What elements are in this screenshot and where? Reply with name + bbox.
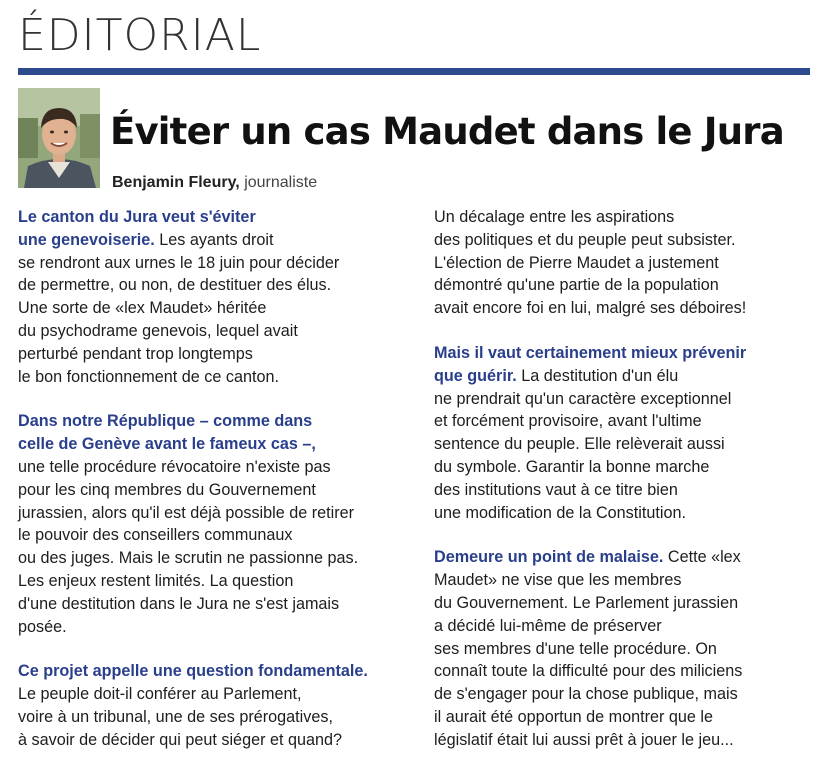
author-role: journaliste xyxy=(244,174,318,191)
text-line xyxy=(18,524,418,547)
text-line xyxy=(18,206,418,229)
text-line xyxy=(18,683,418,706)
text-line xyxy=(434,569,814,592)
text-line xyxy=(18,593,418,616)
text-line xyxy=(434,229,814,252)
author-photo xyxy=(18,88,100,188)
text-line xyxy=(434,479,814,502)
text-line xyxy=(434,683,814,706)
paragraph-text: et forcément provisoire, avant l'ultime xyxy=(434,412,702,431)
paragraph-text: connaît toute la difficulté pour des miliciens xyxy=(434,662,743,681)
text-line xyxy=(18,343,418,366)
paragraph xyxy=(434,546,814,751)
paragraph-text: d'une destitution dans le Jura ne s'est jamais xyxy=(18,594,340,613)
paragraph-text: à savoir de décider qui peut siéger et quand? xyxy=(18,730,342,749)
paragraph-lead: Ce projet appelle une question fondamentale. xyxy=(18,662,368,681)
paragraph-text: il aurait été opportun de montrer que le xyxy=(434,707,713,726)
text-line xyxy=(434,592,814,615)
text-line xyxy=(434,502,814,525)
paragraph-text: Une sorte de «lex Maudet» héritée xyxy=(18,299,267,318)
paragraph-text: jurassien, alors qu'il est déjà possible de retirer xyxy=(18,503,355,522)
text-line xyxy=(434,433,814,456)
paragraph-lead: une genevoiserie. xyxy=(18,230,155,249)
paragraph-text: voire à un tribunal, une de ses prérogatives, xyxy=(18,707,333,726)
paragraph-text: de permettre, ou non, de destituer des élus. xyxy=(18,276,332,295)
paragraph-lead: que guérir. xyxy=(434,366,517,385)
paragraph-text: ses membres d'une telle procédure. On xyxy=(434,639,717,658)
paragraph-text: des institutions vaut à ce titre bien xyxy=(434,480,678,499)
paragraph-text: ou des juges. Mais le scrutin ne passionne pas. xyxy=(18,549,359,568)
text-line xyxy=(18,502,418,525)
text-line xyxy=(434,706,814,729)
paragraph-text: législatif était lui aussi prêt à jouer le jeu... xyxy=(434,730,734,749)
text-line xyxy=(18,297,418,320)
paragraph-text: posée. xyxy=(18,617,67,636)
text-line xyxy=(18,570,418,593)
text-line xyxy=(18,456,418,479)
text-line xyxy=(18,479,418,502)
paragraph-text: sentence du peuple. Elle relèverait aussi xyxy=(434,435,725,454)
text-line xyxy=(18,366,418,389)
paragraph-text: du Gouvernement. Le Parlement jurassien xyxy=(434,593,739,612)
paragraph-text: Les ayants droit xyxy=(154,230,274,249)
paragraph-lead: celle de Genève avant le fameux cas –, xyxy=(18,435,316,454)
paragraph-text: Cette «lex xyxy=(663,548,741,567)
text-line xyxy=(434,274,814,297)
paragraph-text: du symbole. Garantir la bonne marche xyxy=(434,457,710,476)
paragraph-text: démontré qu'une partie de la population xyxy=(434,276,719,295)
text-line xyxy=(434,660,814,683)
paragraph-lead: Dans notre République – comme dans xyxy=(18,412,313,431)
left-column xyxy=(18,206,418,774)
text-line xyxy=(434,342,814,365)
paragraph-text: une telle procédure révocatoire n'existe pas xyxy=(18,457,331,476)
paragraph-text: du psychodrame genevois, lequel avait xyxy=(18,321,298,340)
text-line xyxy=(434,388,814,411)
paragraph-text: se rendront aux urnes le 18 juin pour décider xyxy=(18,253,340,272)
paragraph-text: a décidé lui-même de préserver xyxy=(434,616,662,635)
paragraph xyxy=(434,342,814,524)
text-line xyxy=(434,206,814,229)
paragraph-lead: Le canton du Jura veut s'éviter xyxy=(18,208,256,226)
paragraph-text: ne prendrait qu'un caractère exceptionnel xyxy=(434,389,732,408)
text-line xyxy=(18,660,418,683)
text-line xyxy=(18,229,418,252)
text-line xyxy=(434,456,814,479)
paragraph-text: pour les cinq membres du Gouvernement xyxy=(18,480,316,499)
paragraph-text: une modification de la Constitution. xyxy=(434,503,686,522)
paragraph xyxy=(434,206,814,320)
paragraph-text: perturbé pendant trop longtemps xyxy=(18,344,253,363)
text-line xyxy=(18,729,418,752)
paragraph-text: La destitution d'un élu xyxy=(516,366,679,385)
text-line xyxy=(434,638,814,661)
text-line xyxy=(434,365,814,388)
paragraph-text: Les enjeux restent limités. La question xyxy=(18,571,294,590)
section-label: ÉDITORIAL xyxy=(18,10,262,61)
paragraph-text: Un décalage entre les aspirations xyxy=(434,208,675,226)
text-line xyxy=(18,320,418,343)
text-line xyxy=(434,546,814,569)
text-line xyxy=(18,616,418,639)
paragraph-lead: Mais il vaut certainement mieux prévenir xyxy=(434,343,747,362)
text-line xyxy=(18,706,418,729)
paragraph-text: le bon fonctionnement de ce canton. xyxy=(18,367,279,386)
paragraph-text: des politiques et du peuple peut subsister. xyxy=(434,230,736,249)
text-line xyxy=(434,729,814,752)
paragraph-text: L'élection de Pierre Maudet a justement xyxy=(434,253,719,272)
text-line xyxy=(434,410,814,433)
headline: Éviter un cas Maudet dans le Jura xyxy=(110,110,784,153)
text-line xyxy=(434,252,814,275)
paragraph-text: avait encore foi en lui, malgré ses déboires! xyxy=(434,299,747,318)
text-line xyxy=(18,433,418,456)
text-line xyxy=(434,615,814,638)
paragraph xyxy=(18,206,418,388)
author-name: Benjamin Fleury, xyxy=(112,174,240,191)
paragraph-lead: Demeure un point de malaise. xyxy=(434,548,664,567)
paragraph-text: Le peuple doit-il conférer au Parlement, xyxy=(18,685,302,704)
paragraph xyxy=(18,410,418,638)
paragraph-text: de s'engager pour la chose publique, mais xyxy=(434,685,738,704)
text-line xyxy=(18,410,418,433)
text-line xyxy=(18,547,418,570)
paragraph-text: Maudet» ne vise que les membres xyxy=(434,571,682,590)
text-line xyxy=(434,297,814,320)
paragraph-text: le pouvoir des conseillers communaux xyxy=(18,526,293,545)
right-column xyxy=(434,206,814,774)
byline xyxy=(112,172,317,194)
section-rule xyxy=(18,68,810,75)
text-line xyxy=(18,252,418,275)
paragraph xyxy=(18,660,418,751)
text-line xyxy=(18,274,418,297)
